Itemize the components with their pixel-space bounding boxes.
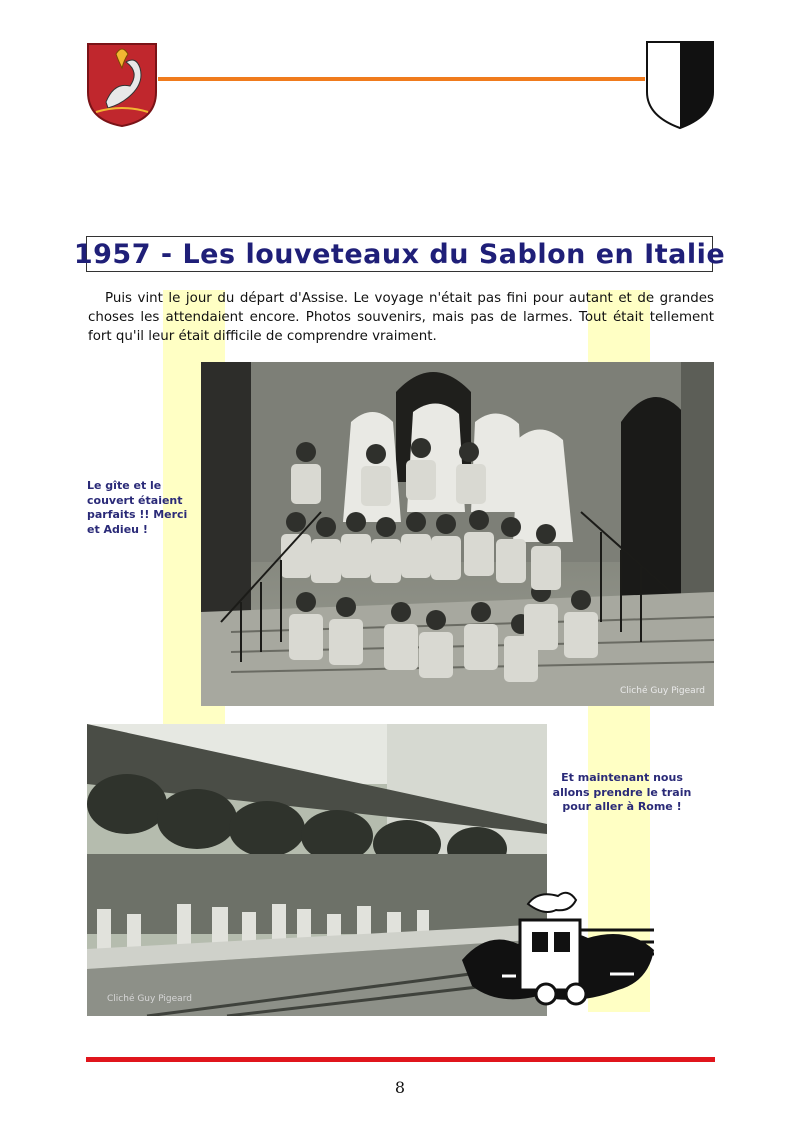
intro-paragraph: Puis vint le jour du départ d'Assise. Le voyage n'était pas fini pour autant et de grandes choses les attendaient encore. Photos souvenirs, mais pas de larmes. Tout était tellement fort qu'il leur était difficile de comprendre vraiment. <box>88 291 714 344</box>
page-number: 8 <box>394 1078 406 1097</box>
footer-red-rule <box>86 1057 715 1062</box>
caption-left: Le gîte et le couvert étaient parfaits !! Merci et Adieu ! <box>87 479 188 536</box>
header-orange-rule <box>158 77 645 81</box>
dragon-crest-icon <box>86 42 158 128</box>
title-box <box>73 236 726 272</box>
photo-credit: Cliché Guy Pigeard <box>107 994 192 1004</box>
page-title: 1957 - Les louveteaux du Sablon en Italie <box>73 238 726 270</box>
group-photo <box>201 362 714 706</box>
shield-icon <box>645 40 715 130</box>
train-icon <box>458 890 658 1008</box>
caption-right: Et maintenant nous allons prendre le train pour aller à Rome ! <box>552 771 692 813</box>
photo-credit: Cliché Guy Pigeard <box>620 686 705 696</box>
